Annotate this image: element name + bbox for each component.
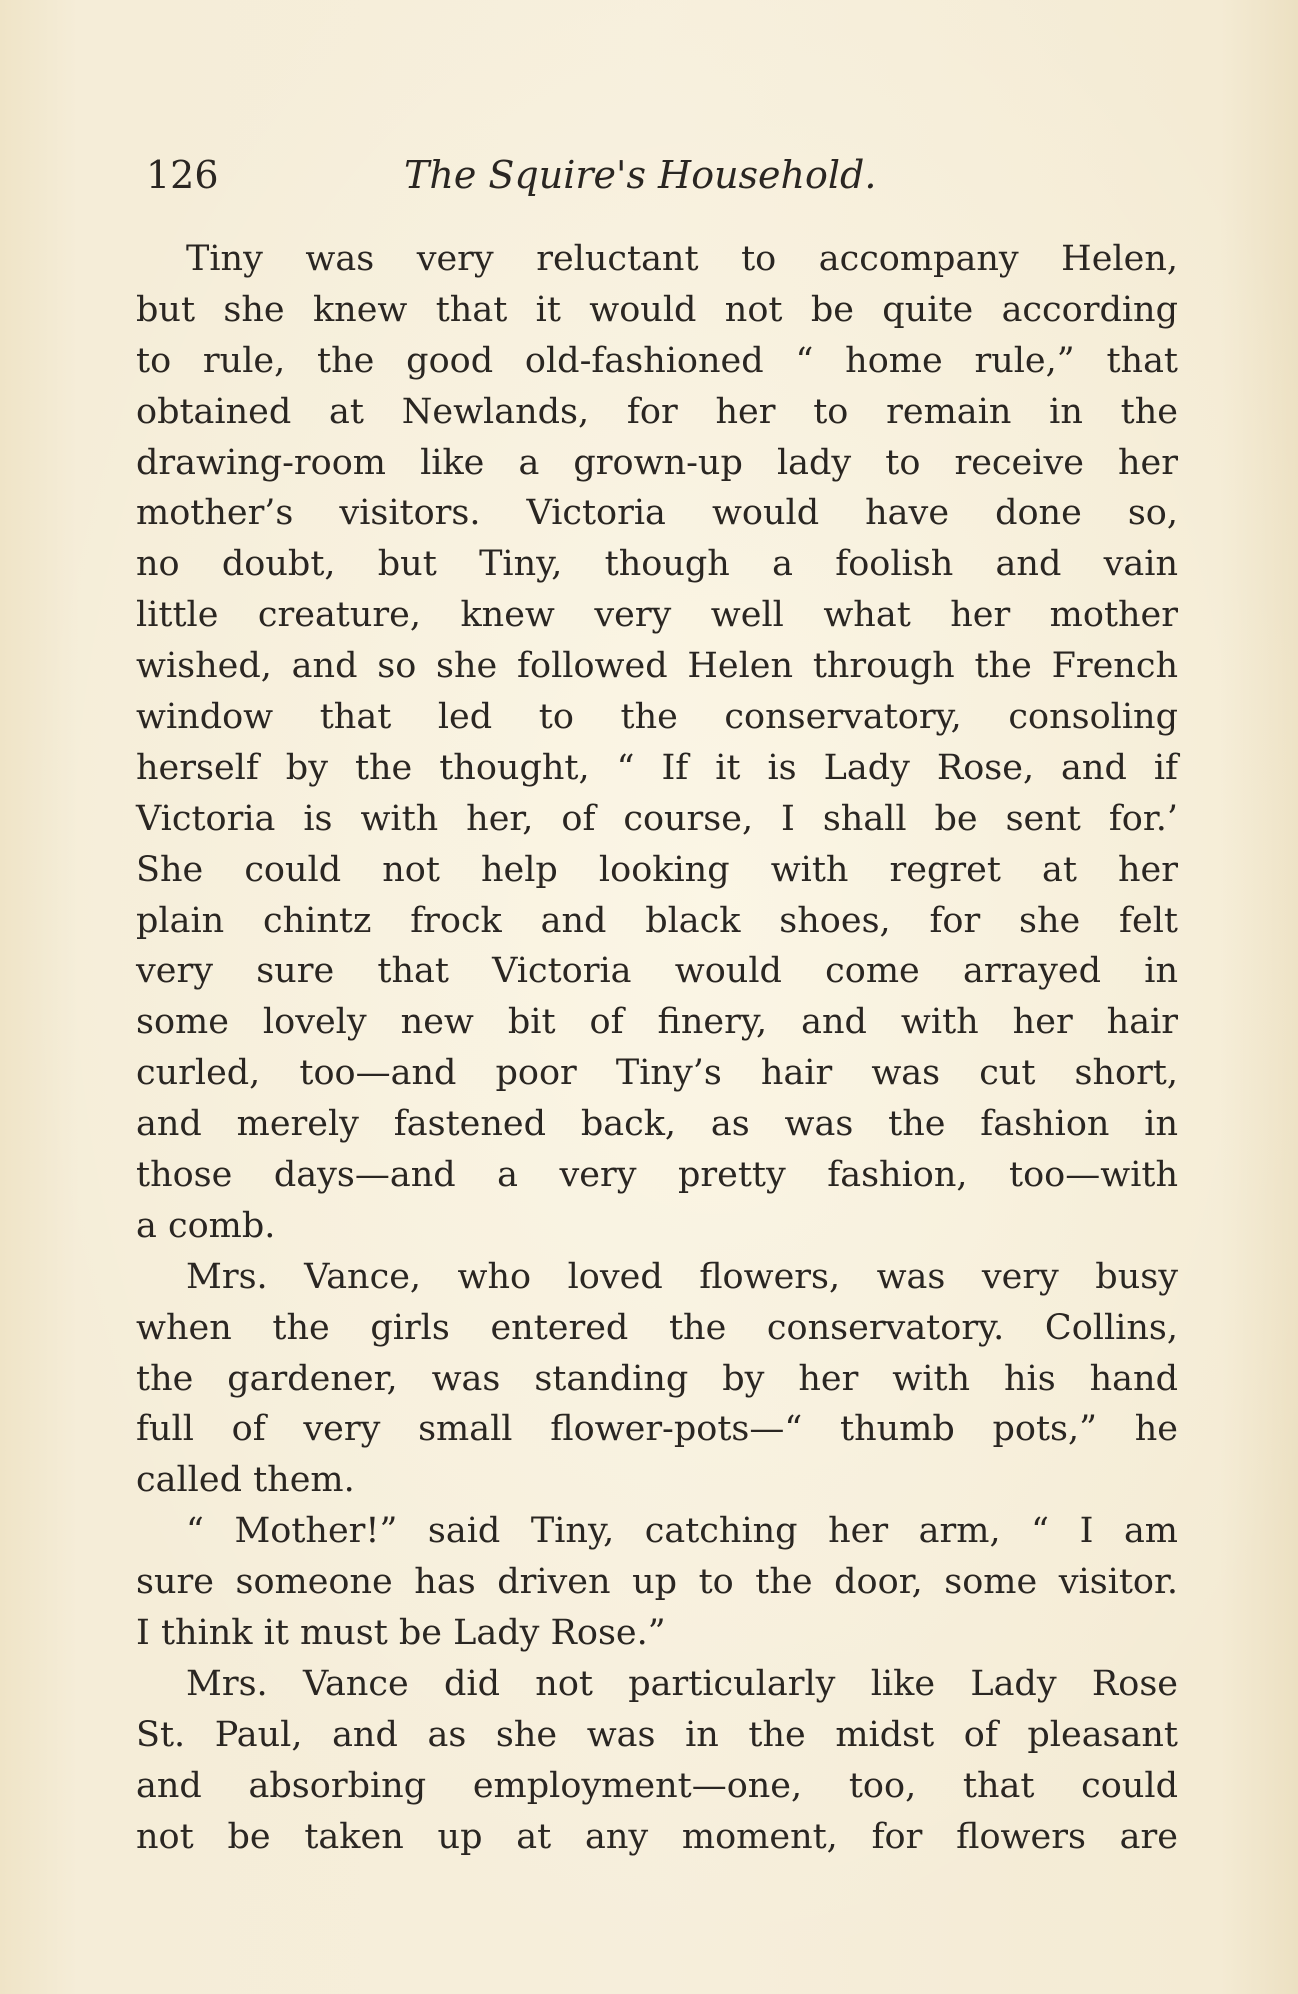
- text-line: and absorbing employment—one, too, that could: [136, 1765, 1178, 1806]
- text-line: window that led to the conservatory, consoling: [136, 697, 1178, 738]
- text-line: but she knew that it would not be quite according: [136, 289, 1178, 330]
- text-line: obtained at Newlands, for her to remain in the: [136, 391, 1178, 432]
- text-line: drawing-room like a grown-up lady to receive her: [136, 442, 1178, 483]
- text-line: the gardener, was standing by her with his hand: [136, 1358, 1178, 1399]
- text-line: those days—and a very pretty fashion, too—with: [136, 1155, 1178, 1196]
- text-line: Mrs. Vance, who loved flowers, was very busy: [186, 1256, 1178, 1297]
- text-line: Victoria is with her, of course, I shall be sent for.’: [136, 798, 1178, 839]
- text-line: plain chintz frock and black shoes, for she felt: [136, 900, 1178, 941]
- text-line: full of very small flower-pots—“ thumb pots,” he: [136, 1409, 1178, 1450]
- text-line: some lovely new bit of finery, and with her hair: [136, 1002, 1178, 1043]
- text-line: no doubt, but Tiny, though a foolish and vain: [136, 544, 1178, 585]
- text-line: when the girls entered the conservatory. Collins,: [136, 1307, 1178, 1348]
- text-line: curled, too—and poor Tiny’s hair was cut short,: [136, 1053, 1178, 1094]
- text-line: very sure that Victoria would come arrayed in: [136, 951, 1178, 992]
- text-line: called them.: [136, 1460, 355, 1501]
- text-line: a comb.: [136, 1205, 276, 1246]
- page-header: [146, 150, 1186, 200]
- body-text: [136, 234, 1178, 1863]
- text-line: and merely fastened back, as was the fashion in: [136, 1104, 1178, 1145]
- text-line: I think it must be Lady Rose.”: [136, 1613, 666, 1654]
- text-line: little creature, knew very well what her mother: [136, 595, 1178, 636]
- text-line: St. Paul, and as she was in the midst of pleasant: [136, 1714, 1178, 1755]
- page-number: 126: [146, 153, 219, 197]
- text-line: herself by the thought, “ If it is Lady Rose, and if: [136, 747, 1178, 788]
- text-line: to rule, the good old-fashioned “ home rule,” that: [136, 340, 1178, 381]
- text-line: not be taken up at any moment, for flowers are: [136, 1816, 1178, 1857]
- text-line: Tiny was very reluctant to accompany Helen,: [186, 239, 1178, 279]
- text-line: mother’s visitors. Victoria would have done so,: [136, 493, 1178, 534]
- text-line: sure someone has driven up to the door, some visitor.: [136, 1562, 1178, 1603]
- text-line: She could not help looking with regret at her: [136, 849, 1178, 890]
- running-title: The Squire's Household.: [404, 153, 877, 197]
- text-line: wished, and so she followed Helen through the French: [136, 646, 1178, 687]
- text-line: Mrs. Vance did not particularly like Lady Rose: [186, 1663, 1178, 1704]
- text-line: “ Mother!” said Tiny, catching her arm, “ I am: [186, 1511, 1178, 1552]
